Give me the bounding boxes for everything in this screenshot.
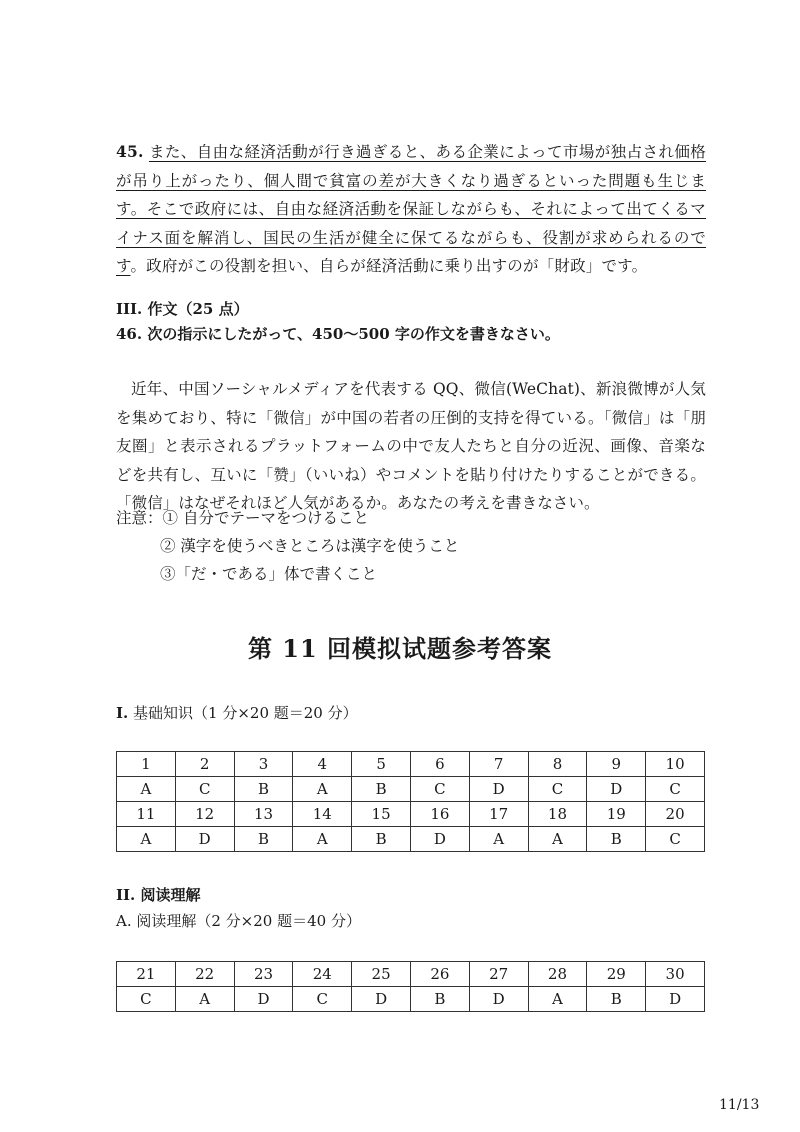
table-cell: 25 (352, 962, 411, 987)
table-cell: B (352, 827, 411, 852)
table-cell: B (410, 987, 469, 1012)
note-text: ③「だ・である」体で書くこと (160, 565, 378, 583)
section-2a-title: A. 阅读理解（2 分×20 题＝40 分） (116, 912, 361, 930)
question-45-number: 45. (116, 142, 144, 161)
table-cell: 17 (469, 802, 528, 827)
table-cell: 21 (117, 962, 176, 987)
table-cell: A (528, 827, 587, 852)
essay-notes (116, 504, 459, 588)
table-row (117, 752, 705, 777)
table-cell: C (175, 777, 234, 802)
table-cell: 27 (469, 962, 528, 987)
table-cell: A (528, 987, 587, 1012)
table-cell: C (646, 777, 705, 802)
table-cell: 30 (646, 962, 705, 987)
table-cell: D (175, 827, 234, 852)
table-cell: 4 (293, 752, 352, 777)
table-row (117, 827, 705, 852)
table-cell: B (234, 777, 293, 802)
essay-prompt: 近年、中国ソーシャルメディアを代表する QQ、微信(WeChat)、新浪微博が人気を集めており、特に「微信」が中国の若者の圧倒的支持を得ている。「微信」は「朋友圈」と表示されるプラットフォームの中で友人たちと自分の近況、画像、音楽などを共有し、互いに「赞」（いいね）やコメントを貼り付けたりすることができる。「微信」はなぜそれほど人気があるか。あなたの考えを書きなさい。 (116, 380, 706, 512)
table-cell: 22 (175, 962, 234, 987)
table-cell: C (117, 987, 176, 1012)
note-item (116, 504, 459, 532)
answer-table-1-body (117, 752, 705, 852)
table-cell: 24 (293, 962, 352, 987)
notes-label: 注意： (116, 509, 163, 527)
section-1-text: 基础知识（1 分×20 题＝20 分） (128, 704, 358, 722)
table-cell: 18 (528, 802, 587, 827)
table-cell: D (469, 777, 528, 802)
table-cell: D (352, 987, 411, 1012)
table-cell: B (352, 777, 411, 802)
table-cell: D (469, 987, 528, 1012)
question-45-underlined: また、自由な経済活動が行き過ぎると、ある企業によって市場が独占され価格が吊り上がったり、個人間で貧富の差が大きくなり過ぎるといった問題も生じます。そこで政府には、自由な経済活動を保証しながらも、それによって出てくるマイナス面を解消し、国民の生活が健全に保てるながらも、役割が求められるのです (116, 143, 706, 275)
table-cell: 20 (646, 802, 705, 827)
question-45-text (116, 138, 706, 281)
answer-table-2-body (117, 962, 705, 1012)
section-1-label: I. (116, 704, 129, 722)
section-1-title (116, 702, 358, 723)
question-45-block (116, 138, 706, 583)
table-row (117, 987, 705, 1012)
table-cell: C (528, 777, 587, 802)
answer-table-2 (116, 961, 705, 1012)
table-cell: B (587, 827, 646, 852)
page-number: 11/13 (719, 1097, 760, 1113)
table-row (117, 962, 705, 987)
question-46-instruction: 46. 次の指示にしたがって、450～500 字の作文を書きなさい。 (116, 325, 560, 343)
table-cell: D (410, 827, 469, 852)
table-cell: A (117, 777, 176, 802)
table-row (117, 802, 705, 827)
table-cell: 5 (352, 752, 411, 777)
table-cell: A (293, 777, 352, 802)
table-row (117, 777, 705, 802)
table-cell: A (469, 827, 528, 852)
section-3-heading: III. 作文（25 点） (116, 300, 249, 318)
table-cell: 14 (293, 802, 352, 827)
table-cell: C (293, 987, 352, 1012)
table-cell: D (234, 987, 293, 1012)
note-item (116, 532, 459, 560)
table-cell: 8 (528, 752, 587, 777)
table-cell: 13 (234, 802, 293, 827)
table-cell: 6 (410, 752, 469, 777)
answer-key-title: 第 11 回模拟试题参考答案 (247, 634, 553, 663)
table-cell: 11 (117, 802, 176, 827)
section-2-title: II. 阅读理解 (116, 886, 201, 904)
table-cell: 16 (410, 802, 469, 827)
table-cell: A (175, 987, 234, 1012)
table-cell: 28 (528, 962, 587, 987)
note-text: ② 漢字を使うべきところは漢字を使うこと (160, 537, 460, 555)
answer-table-1 (116, 751, 705, 852)
table-cell: 9 (587, 752, 646, 777)
table-cell: A (293, 827, 352, 852)
table-cell: D (646, 987, 705, 1012)
table-cell: C (646, 827, 705, 852)
table-cell: 7 (469, 752, 528, 777)
table-cell: 3 (234, 752, 293, 777)
table-cell: C (410, 777, 469, 802)
table-cell: B (587, 987, 646, 1012)
table-cell: 2 (175, 752, 234, 777)
table-cell: D (587, 777, 646, 802)
table-cell: A (117, 827, 176, 852)
note-item (116, 560, 459, 588)
table-cell: 1 (117, 752, 176, 777)
table-cell: 12 (175, 802, 234, 827)
table-cell: 29 (587, 962, 646, 987)
question-45-rest: 。政府がこの役割を担い、自らが経済活動に乗り出すのが「財政」です。 (130, 257, 648, 275)
note-text: ① 自分でテーマをつけること (162, 509, 369, 527)
table-cell: 19 (587, 802, 646, 827)
table-cell: 26 (410, 962, 469, 987)
table-cell: 23 (234, 962, 293, 987)
table-cell: 10 (646, 752, 705, 777)
table-cell: 15 (352, 802, 411, 827)
table-cell: B (234, 827, 293, 852)
